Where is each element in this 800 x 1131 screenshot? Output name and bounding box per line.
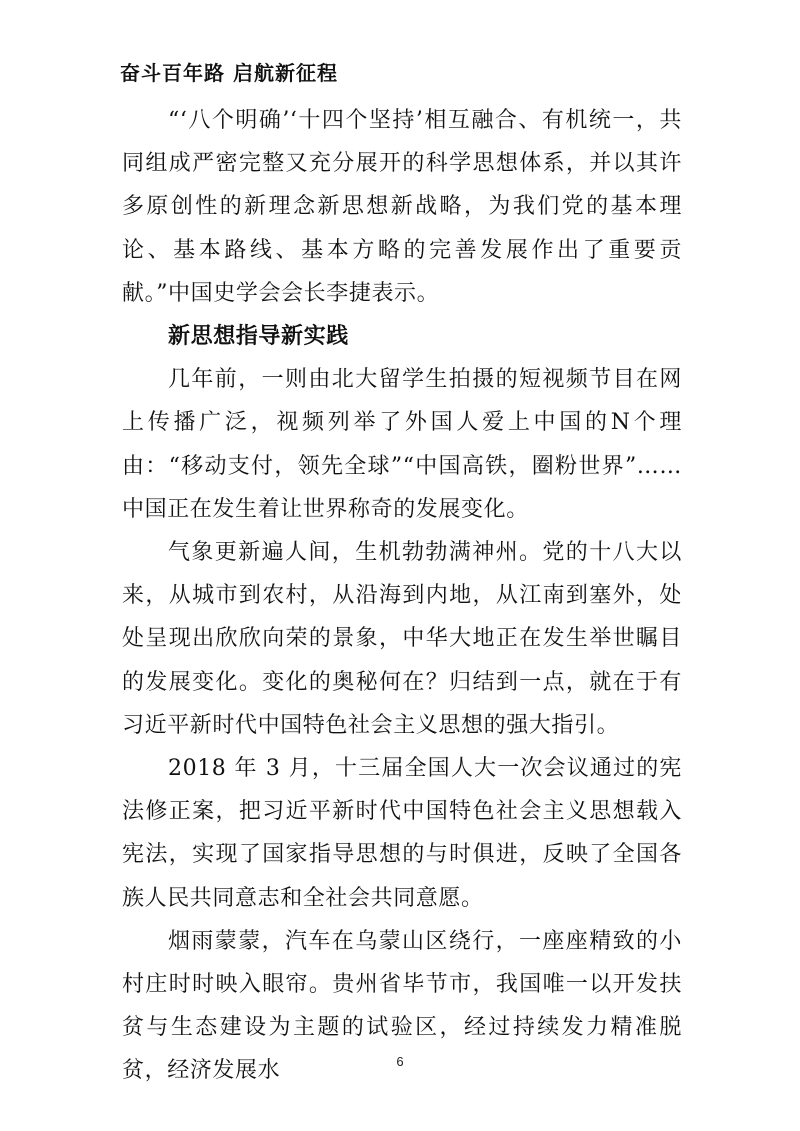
paragraph-changes: 气象更新遍人间，生机勃勃满神州。党的十八大以来，从城市到农村，从沿海到内地，从江南到塞外，处处呈现出欣欣向荣的景象，中华大地正在发生举世瞩目的发展变化。变化的奥秘何在？归结到一点，就在于有习近平新时代中国特色社会主义思想的强大指引。: [122, 540, 682, 738]
paragraph-video: 几年前，一则由北大留学生拍摄的短视频节目在网上传播广泛，视频列举了外国人爱上中国的N个理由：“移动支付，领先全球”“中国高铁，圈粉世界”……中国正在发生着让世界称奇的发展变化。: [122, 367, 682, 522]
paragraph-bijie: 烟雨蒙蒙，汽车在乌蒙山区绕行，一座座精致的小村庄时时映入眼帘。贵州省毕节市，我国唯一以开发扶贫与生态建设为主题的试验区，经过持续发力精准脱贫，经济发展水: [122, 928, 682, 1084]
paragraph-quote: “‘八个明确’‘十四个坚持’相互融合、有机统一，共同组成严密完整又充分展开的科学思想体系，并以其许多原创性的新理念新思想新战略，为我们党的基本理论、基本路线、基本方略的完善发展作出了重要贡献。”中国史学会会长李捷表示。: [122, 108, 682, 306]
running-header: 奋斗百年路 启航新征程: [120, 61, 338, 85]
paragraph-constitution: 2018 年 3 月，十三届全国人大一次会议通过的宪法修正案，把习近平新时代中国特色社会主义思想载入宪法，实现了国家指导思想的与时俱进，反映了全国各族人民共同意志和全社会共同意愿。: [122, 756, 682, 911]
article-body: [122, 99, 682, 1093]
page-number: 6: [396, 1054, 404, 1069]
section-heading: 新思想指导新实践: [168, 324, 349, 350]
